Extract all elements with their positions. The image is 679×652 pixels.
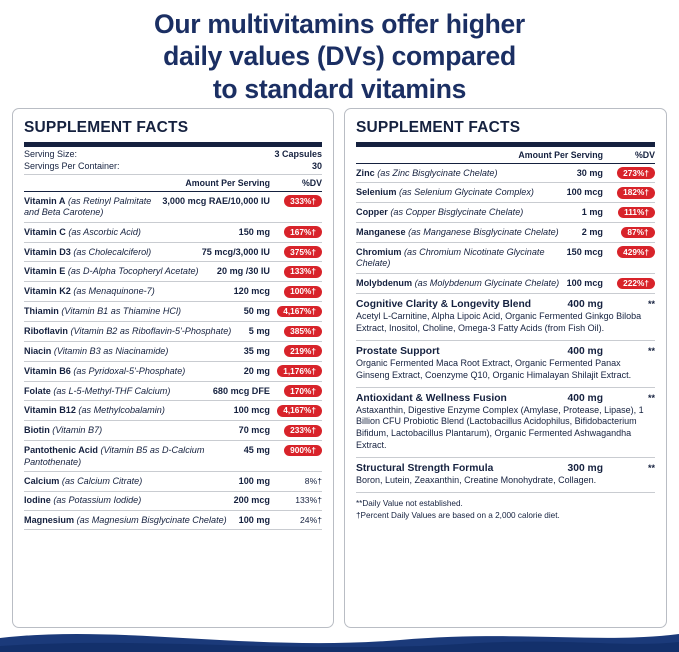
- serving-size-label: Serving Size:: [24, 149, 78, 159]
- nutrient-name: [24, 247, 202, 258]
- nutrient-source-text: (as Calcium Citrate): [61, 475, 143, 486]
- nutrient-name: [24, 227, 239, 238]
- nutrient-source-text: (as Retinyl Palmitate and Beta Carotene): [24, 195, 152, 217]
- nutrient-amount: 45 mg: [243, 445, 270, 456]
- nutrient-amount: 120 mcg: [233, 286, 270, 297]
- nutrient-dv: [276, 226, 322, 238]
- nutrient-dv: [276, 286, 322, 298]
- nutrient-name: [24, 495, 234, 506]
- supplement-facts-panel-right: [344, 108, 667, 628]
- dv-badge: 429%†: [617, 246, 655, 258]
- nutrient-dv: [276, 326, 322, 338]
- nutrient-source-text: (as Zinc Bisglycinate Chelate): [377, 167, 498, 178]
- blend-ingredients: Acetyl L-Carnitine, Alpha Lipoic Acid, Organic Fermented Ginkgo Biloba Extract, Inositol, Choline, Omega-3 Fatty Acids (from Fish Oil).: [356, 311, 642, 333]
- nutrient-dv: [276, 495, 322, 505]
- nutrient-name-text: Vitamin K2: [24, 286, 71, 297]
- blend-name: Cognitive Clarity & Longevity Blend: [356, 299, 532, 311]
- supplement-facts-panels: [12, 108, 667, 628]
- nutrient-name-text: Manganese: [356, 227, 406, 238]
- nutrient-amount: 150 mcg: [566, 246, 603, 257]
- blend-block: [356, 341, 655, 388]
- nutrient-amount: 20 mg /30 IU: [216, 266, 270, 277]
- nutrient-row: [356, 203, 655, 223]
- nutrient-name-text: Iodine: [24, 495, 51, 506]
- blend-header: [356, 346, 655, 357]
- dv-badge: 111%†: [618, 207, 655, 219]
- nutrient-rows-right: [356, 164, 655, 295]
- nutrient-dv: [276, 266, 322, 278]
- nutrient-amount: 50 mg: [243, 306, 270, 317]
- nutrient-row: [356, 274, 655, 294]
- nutrient-amount: 2 mg: [581, 227, 603, 238]
- nutrient-source-text: (as Selenium Glycinate Complex): [398, 187, 534, 198]
- blend-name: Antioxidant & Wellness Fusion: [356, 392, 507, 404]
- panel-title-left: SUPPLEMENT FACTS: [24, 119, 322, 147]
- nutrient-row: [24, 302, 322, 322]
- dv-badge: 100%†: [284, 286, 322, 298]
- nutrient-dv: [609, 207, 655, 219]
- dv-badge: 375%†: [284, 246, 322, 258]
- nutrient-amount: 5 mg: [248, 326, 270, 337]
- dv-badge: 87%†: [621, 227, 655, 239]
- nutrient-row: [24, 322, 322, 342]
- nutrient-name-text: Riboflavin: [24, 326, 68, 337]
- blend-header: [356, 463, 655, 474]
- dv-badge: 900%†: [284, 445, 322, 457]
- headline-line-2: daily values (DVs) compared: [163, 41, 516, 72]
- nutrient-source-text: (as Potassium Iodide): [53, 495, 142, 506]
- nutrient-source-text: (as Methylcobalamin): [78, 405, 165, 416]
- serving-info: [24, 147, 322, 175]
- nutrient-row: [24, 223, 322, 243]
- nutrient-name-text: Niacin: [24, 345, 52, 356]
- nutrient-source-text: (as Molybdenum Glycinate Chelate): [414, 278, 560, 289]
- nutrient-name-text: Vitamin A: [24, 195, 66, 206]
- nutrient-source-text: (Vitamin B5 as D-Calcium Pantothenate): [24, 445, 205, 467]
- nutrient-amount: 30 mg: [576, 167, 603, 178]
- nutrient-name: [24, 476, 239, 487]
- nutrient-source-text: (Vitamin B2 as Riboflavin-5'-Phosphate): [70, 326, 232, 337]
- nutrient-row: [24, 192, 322, 223]
- dv-badge: 4,167%†: [277, 306, 322, 318]
- blend-dv: **: [647, 392, 655, 403]
- nutrient-name: [24, 425, 239, 436]
- blend-amount: 400 mg: [567, 392, 603, 404]
- nutrient-name-text: Vitamin E: [24, 266, 66, 277]
- nutrient-source-text: (as Copper Bisglycinate Chelate): [390, 207, 524, 218]
- nutrient-amount: 100 mcg: [233, 405, 270, 416]
- column-header-right: [356, 147, 655, 164]
- nutrient-source-text: (as Chromium Nicotinate Glycinate Chelate): [356, 246, 545, 269]
- nutrient-name-text: Selenium: [356, 187, 397, 198]
- nutrient-amount: 100 mg: [238, 475, 270, 486]
- page-title: [0, 0, 679, 111]
- nutrient-amount: 100 mg: [238, 514, 270, 525]
- nutrient-row: [24, 243, 322, 263]
- nutrient-source-text: (as Magnesium Bisglycinate Chelate): [76, 514, 227, 525]
- blend-header: [356, 393, 655, 404]
- serving-size-value: 3 Capsules: [274, 149, 322, 159]
- blend-block: [356, 294, 655, 341]
- blend-block: [356, 388, 655, 459]
- nutrient-dv: [276, 246, 322, 258]
- nutrient-amount: 100 mcg: [566, 278, 603, 289]
- nutrient-row: [356, 243, 655, 274]
- nutrient-amount: 20 mg: [243, 365, 270, 376]
- nutrient-name: [24, 306, 244, 317]
- dv-badge: 222%†: [617, 278, 655, 290]
- nutrient-name: [356, 247, 567, 270]
- dv-badge: 1,176%†: [277, 365, 322, 377]
- nutrient-name-text: Magnesium: [24, 514, 75, 525]
- nutrient-name-text: Chromium: [356, 246, 402, 257]
- nutrient-source-text: (Vitamin B3 as Niacinamide): [53, 345, 169, 356]
- nutrient-source-text: (as Cholecalciferol): [73, 246, 152, 257]
- nutrient-amount: 150 mg: [238, 226, 270, 237]
- nutrient-source-text: (as Manganese Bisglycinate Chelate): [408, 227, 559, 238]
- column-header-amount: Amount Per Serving: [518, 150, 603, 160]
- nutrient-name: [24, 515, 239, 526]
- nutrient-row: [356, 223, 655, 243]
- nutrient-dv: [276, 306, 322, 318]
- dv-badge: 219%†: [284, 345, 322, 357]
- nutrient-name: [356, 187, 567, 198]
- dv-badge: 385%†: [284, 326, 322, 338]
- nutrient-name: [24, 405, 234, 416]
- nutrient-row: [24, 472, 322, 491]
- serving-size-row: [24, 147, 322, 159]
- dv-badge: 273%†: [617, 167, 655, 179]
- column-header-dv: %DV: [301, 178, 322, 188]
- blend-ingredients: Boron, Lutein, Zeaxanthin, Creatine Monohydrate, Collagen.: [356, 475, 597, 486]
- nutrient-name-text: Thiamin: [24, 306, 59, 317]
- nutrient-name-text: Vitamin C: [24, 226, 66, 237]
- footnote-daily-value-not-established: **Daily Value not established.: [356, 498, 463, 508]
- nutrient-row: [24, 421, 322, 441]
- nutrient-name-text: Zinc: [356, 167, 375, 178]
- nutrient-dv: [276, 365, 322, 377]
- nutrient-amount: 75 mcg/3,000 IU: [201, 246, 270, 257]
- nutrient-dv: [276, 405, 322, 417]
- nutrient-dv: [276, 345, 322, 357]
- nutrient-name-text: Molybdenum: [356, 278, 413, 289]
- nutrient-dv: [276, 445, 322, 457]
- nutrient-name: [24, 445, 244, 468]
- dv-badge: 170%†: [284, 385, 322, 397]
- nutrient-amount: 1 mg: [581, 207, 603, 218]
- nutrient-amount: 70 mcg: [238, 425, 270, 436]
- nutrient-amount: 35 mg: [243, 345, 270, 356]
- nutrient-name-text: Pantothenic Acid: [24, 445, 98, 456]
- nutrient-name: [24, 386, 213, 397]
- blend-amount: 400 mg: [567, 345, 603, 357]
- dv-badge: 167%†: [284, 226, 322, 238]
- nutrient-rows-left: [24, 192, 322, 531]
- nutrient-source-text: (as Menaquinone-7): [73, 286, 155, 297]
- nutrient-name: [24, 366, 244, 377]
- nutrient-source-text: (as Pyridoxal-5'-Phosphate): [73, 365, 186, 376]
- nutrient-amount: 3,000 mcg RAE/10,000 IU: [162, 195, 270, 206]
- dv-badge: 333%†: [284, 195, 322, 207]
- nutrient-name-text: Vitamin D3: [24, 246, 71, 257]
- nutrient-source-text: (as Ascorbic Acid): [68, 226, 141, 237]
- dv-value: 8%†: [304, 475, 322, 486]
- blend-dv: **: [647, 299, 655, 310]
- nutrient-name: [356, 227, 582, 238]
- nutrient-row: [24, 282, 322, 302]
- blend-amount: 400 mg: [567, 299, 603, 311]
- footnote-percent-daily-values: †Percent Daily Values are based on a 2,000 calorie diet.: [356, 510, 560, 520]
- nutrient-source-text: (as D-Alpha Tocopheryl Acetate): [67, 266, 199, 277]
- dv-badge: 4,167%†: [277, 405, 322, 417]
- nutrient-dv: [609, 246, 655, 258]
- nutrient-name-text: Biotin: [24, 425, 50, 436]
- nutrient-row: [24, 401, 322, 421]
- blend-name: Prostate Support: [356, 345, 440, 357]
- nutrient-dv: [276, 476, 322, 486]
- nutrient-row: [356, 164, 655, 184]
- headline-line-3: to standard vitamins: [212, 73, 467, 104]
- nutrient-dv: [276, 385, 322, 397]
- blend-dv: **: [647, 463, 655, 474]
- nutrient-row: [24, 362, 322, 382]
- nutrient-name: [356, 168, 577, 179]
- nutrient-amount: 200 mcg: [233, 495, 270, 506]
- headline-line-1: Our multivitamins offer higher: [154, 9, 525, 39]
- nutrient-row: [24, 262, 322, 282]
- column-header-amount: Amount Per Serving: [185, 178, 270, 188]
- nutrient-name: [24, 346, 244, 357]
- nutrient-row: [356, 183, 655, 203]
- dv-badge: 133%†: [284, 266, 322, 278]
- nutrient-row: [24, 511, 322, 530]
- blend-header: [356, 299, 655, 310]
- blend-name: Structural Strength Formula: [356, 463, 494, 475]
- nutrient-name-text: Calcium: [24, 475, 60, 486]
- panel-title-right: SUPPLEMENT FACTS: [356, 119, 655, 147]
- nutrient-name: [24, 196, 162, 219]
- nutrient-dv: [609, 187, 655, 199]
- nutrient-name-text: Copper: [356, 207, 388, 218]
- nutrient-row: [24, 492, 322, 511]
- dv-value: 24%†: [300, 514, 322, 525]
- nutrient-name-text: Vitamin B12: [24, 405, 76, 416]
- column-header-left: [24, 175, 322, 192]
- nutrient-name-text: Folate: [24, 385, 51, 396]
- dv-badge: 182%†: [617, 187, 655, 199]
- nutrient-source-text: (as L-5-Methyl-THF Calcium): [53, 385, 171, 396]
- nutrient-name-text: Vitamin B6: [24, 365, 71, 376]
- blend-block: [356, 458, 655, 493]
- nutrient-row: [24, 441, 322, 472]
- blend-ingredients: Organic Fermented Maca Root Extract, Organic Fermented Panax Ginseng Extract, Coenzyme Q10, Organic Himalayan Shilajit Extract.: [356, 357, 632, 380]
- blend-dv: **: [647, 345, 655, 356]
- servings-per-container-label: Servings Per Container:: [24, 161, 120, 171]
- servings-per-container-row: [24, 159, 322, 171]
- nutrient-dv: [609, 227, 655, 239]
- nutrient-row: [24, 382, 322, 402]
- dv-badge: 233%†: [284, 425, 322, 437]
- servings-per-container-value: 30: [311, 161, 322, 171]
- column-header-dv: %DV: [634, 150, 655, 160]
- nutrient-dv: [276, 195, 322, 207]
- blend-ingredients: Astaxanthin, Digestive Enzyme Complex (Amylase, Protease, Lipase), 1 Billion CFU Probiotic Blend (Lactobacillus Acidophilus, Bifidobacterium Bifidum, Lactobacillus Plantarum), Organic Fermented Ashwagandha Extract.: [356, 404, 644, 451]
- nutrient-dv: [609, 167, 655, 179]
- nutrient-dv: [276, 515, 322, 525]
- nutrient-name: [24, 286, 234, 297]
- supplement-facts-panel-left: [12, 108, 334, 628]
- nutrient-amount: 680 mcg DFE: [212, 385, 270, 396]
- nutrient-dv: [276, 425, 322, 437]
- dv-value: 133%†: [295, 495, 322, 506]
- nutrient-source-text: (Vitamin B7): [52, 425, 103, 436]
- proprietary-blends: [356, 294, 655, 493]
- nutrient-amount: 100 mcg: [566, 187, 603, 198]
- nutrient-row: [24, 342, 322, 362]
- nutrient-source-text: (Vitamin B1 as Thiamine HCl): [61, 306, 182, 317]
- nutrient-name: [24, 266, 217, 277]
- nutrient-dv: [609, 278, 655, 290]
- nutrient-name: [356, 278, 567, 289]
- nutrient-name: [356, 207, 582, 218]
- blend-amount: 300 mg: [567, 463, 603, 475]
- nutrient-name: [24, 326, 249, 337]
